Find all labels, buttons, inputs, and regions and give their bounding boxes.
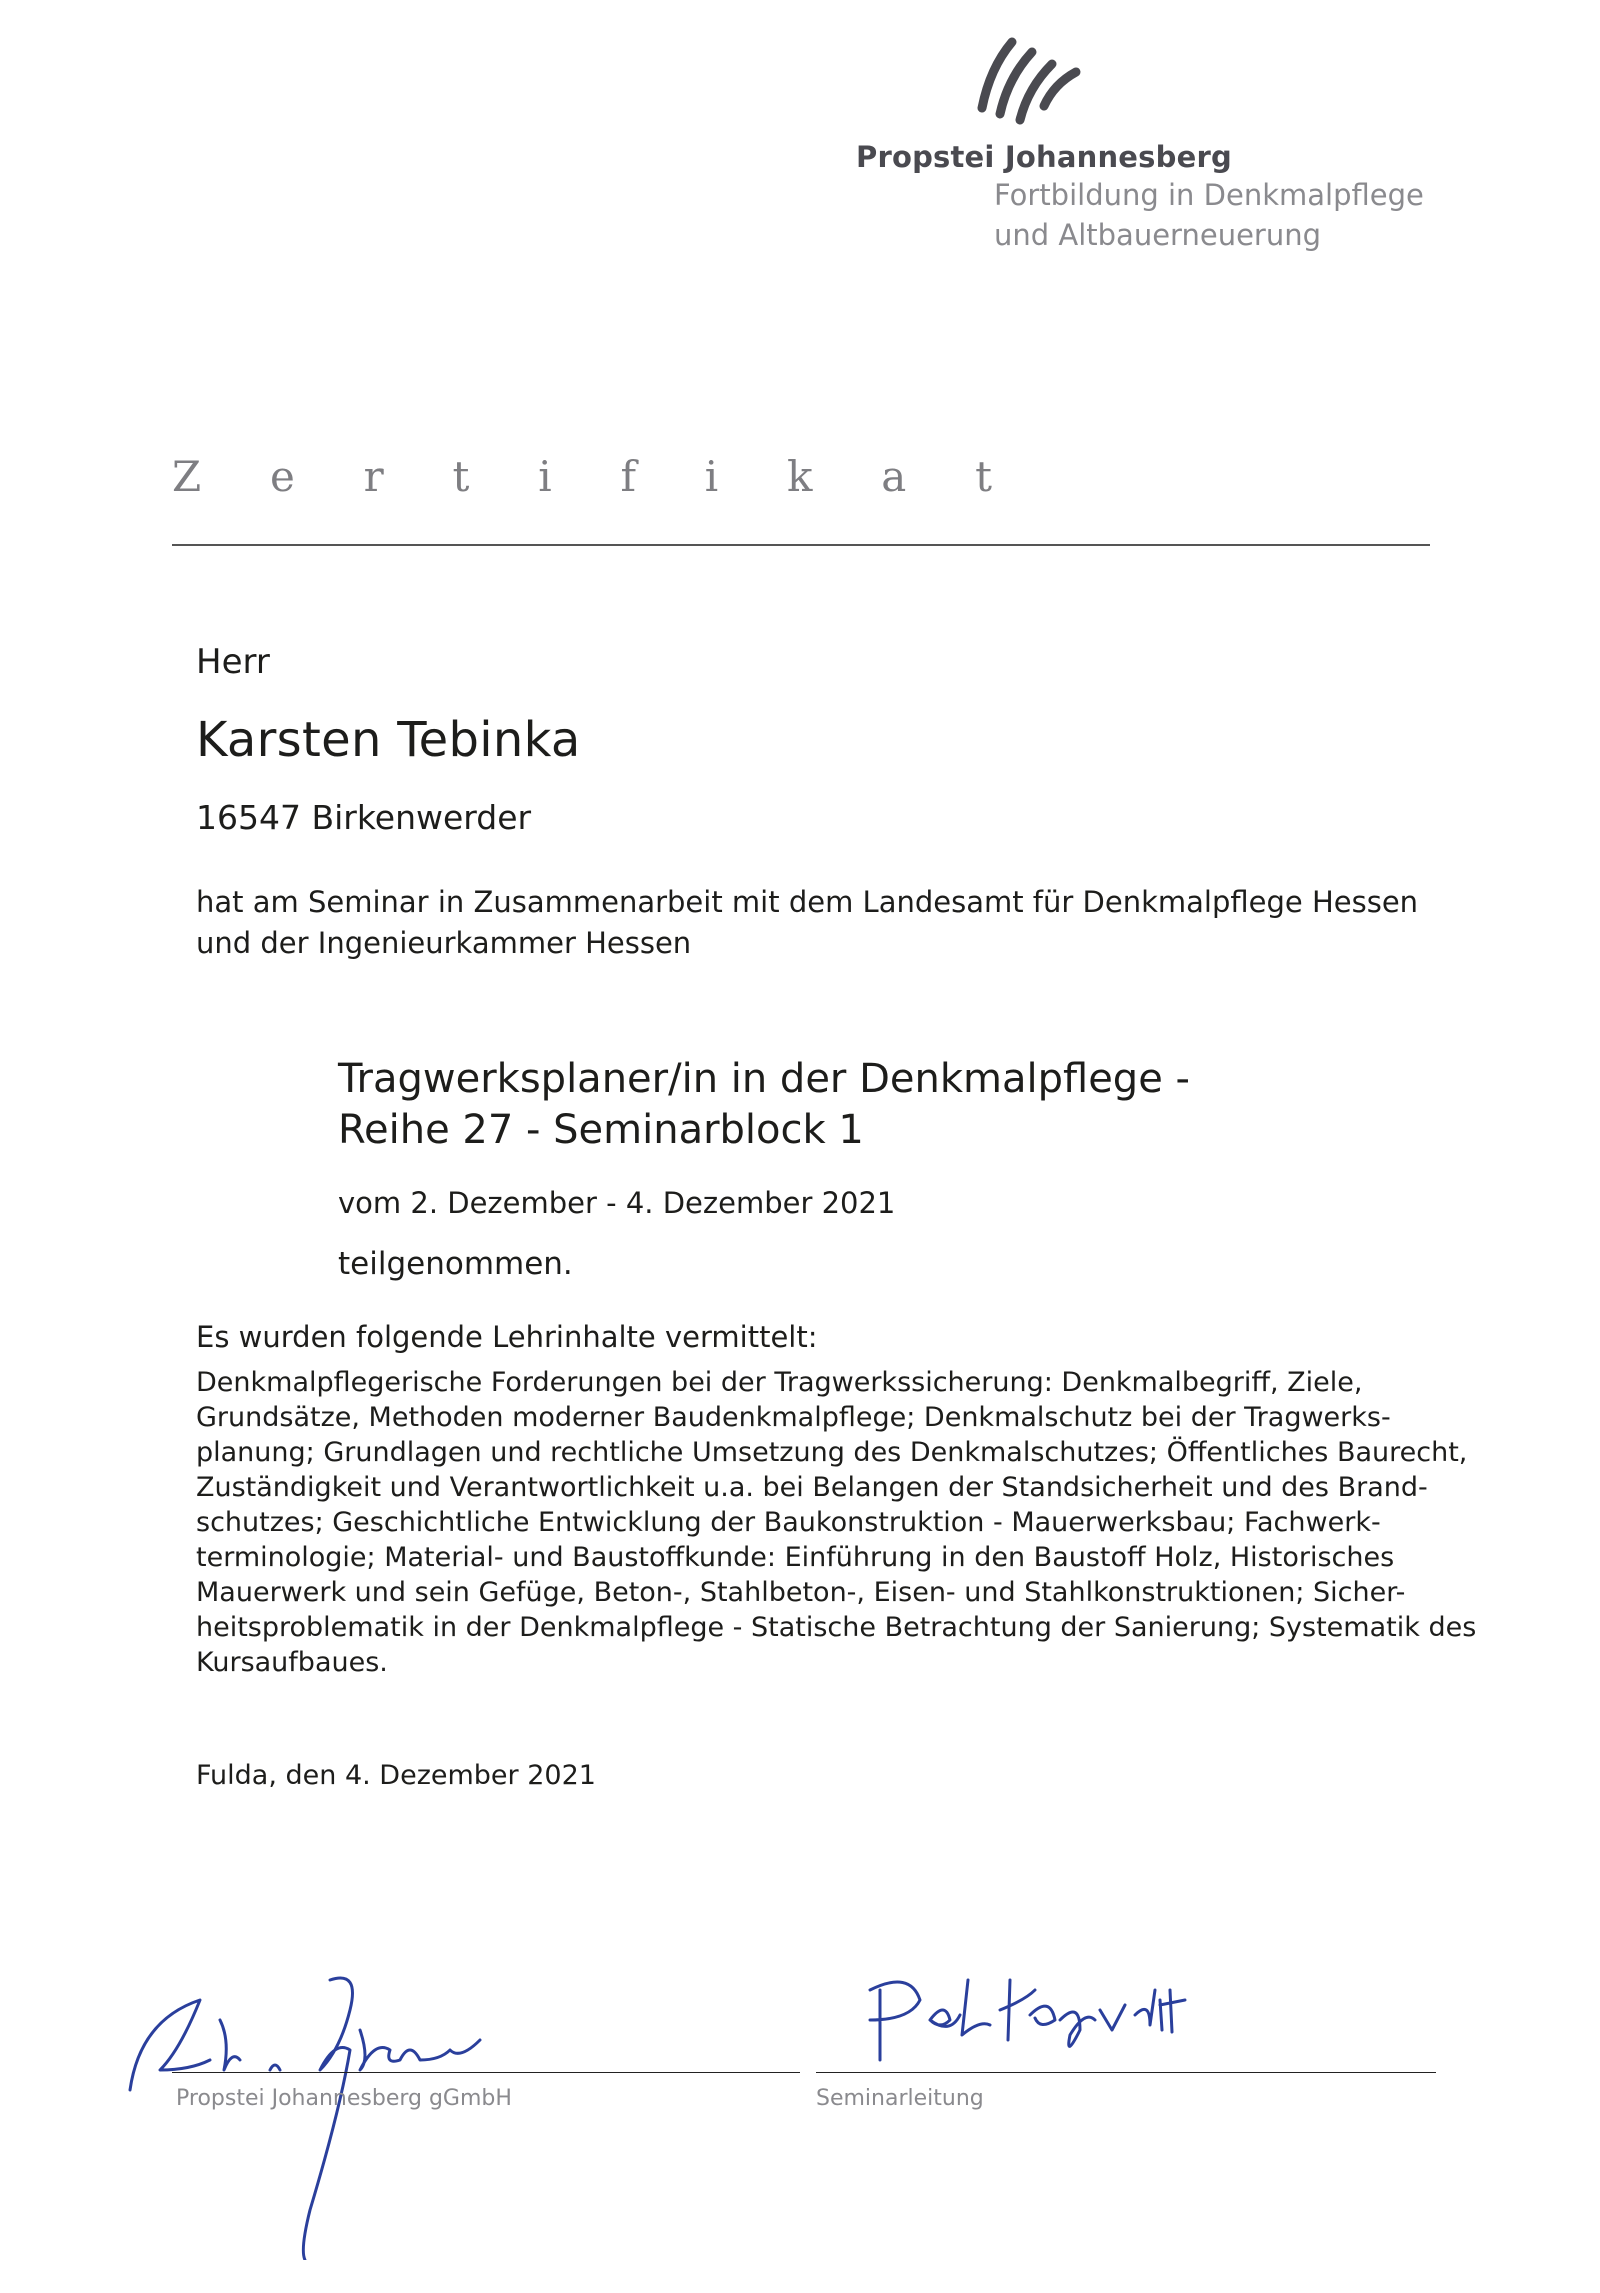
contents-line: terminologie; Material- und Baustoffkunde: Einführung in den Baustoff Holz, Historisches: [196, 1542, 1395, 1573]
place-date: Fulda, den 4. Dezember 2021: [196, 1760, 596, 1791]
contents-body: [196, 1365, 1476, 1680]
course-title-line: Reihe 27 - Seminarblock 1: [338, 1107, 864, 1153]
organization-name: Propstei Johannesberg: [856, 140, 1232, 174]
title-letter: a: [881, 452, 907, 501]
signature-line-right: [816, 2072, 1436, 2073]
contents-line: schutzes; Geschichtliche Entwicklung der Baukonstruktion - Mauerwerksbau; Fachwerk-: [196, 1507, 1381, 1538]
contents-line: Grundsätze, Methoden moderner Baudenkmalpflege; Denkmalschutz bei der Tragwerks-: [196, 1402, 1391, 1433]
participated-text: teilgenommen.: [338, 1246, 573, 1282]
certificate-title: [172, 452, 992, 501]
intro-line: und der Ingenieurkammer Hessen: [196, 926, 692, 960]
contents-line: Mauerwerk und sein Gefüge, Beton-, Stahlbeton-, Eisen- und Stahlkonstruktionen; Sicher-: [196, 1577, 1406, 1608]
signature-caption-right: Seminarleitung: [816, 2086, 984, 2111]
title-letter: t: [975, 452, 992, 501]
title-letter: i: [704, 452, 719, 501]
signature-caption-left: Propstei Johannesberg gGmbH: [176, 2086, 512, 2111]
organization-tagline-1: Fortbildung in Denkmalpflege: [994, 178, 1424, 212]
curved-lines-logo-icon: [968, 28, 1088, 128]
contents-line: Denkmalpflegerische Forderungen bei der Tragwerkssicherung: Denkmalbegriff, Ziele,: [196, 1367, 1363, 1398]
title-letter: t: [452, 452, 470, 501]
intro-text: [196, 882, 1418, 964]
contents-line: Zuständigkeit und Verantwortlichkeit u.a. bei Belangen der Standsicherheit und des Brand-: [196, 1472, 1428, 1503]
intro-line: hat am Seminar in Zusammenarbeit mit dem Landesamt für Denkmalpflege Hessen: [196, 885, 1419, 919]
title-letter: f: [620, 452, 636, 501]
course-dates: vom 2. Dezember - 4. Dezember 2021: [338, 1186, 896, 1220]
title-letter: Z: [172, 452, 202, 501]
contents-line: heitsproblematik in der Denkmalpflege - Statische Betrachtung der Sanierung; Systematik des: [196, 1612, 1477, 1643]
contents-line: planung; Grundlagen und rechtliche Umsetzung des Denkmalschutzes; Öffentliches Baurecht,: [196, 1437, 1468, 1468]
title-letter: r: [363, 452, 384, 501]
salutation: Herr: [196, 642, 270, 682]
title-letter: k: [787, 452, 813, 501]
recipient-name: Karsten Tebinka: [196, 712, 581, 768]
contents-line: Kursaufbaues.: [196, 1647, 388, 1678]
recipient-city: 16547 Birkenwerder: [196, 798, 532, 837]
title-letter: e: [269, 452, 295, 501]
contents-heading: Es wurden folgende Lehrinhalte vermittelt:: [196, 1320, 818, 1354]
course-title: [338, 1054, 1190, 1156]
title-divider: [172, 544, 1430, 546]
course-title-line: Tragwerksplaner/in in der Denkmalpflege -: [338, 1056, 1190, 1102]
signature-line-left: [172, 2072, 800, 2073]
title-letter: i: [538, 452, 552, 501]
organization-tagline-2: und Altbauerneuerung: [994, 218, 1322, 252]
right-signature-icon: [850, 1960, 1230, 2070]
